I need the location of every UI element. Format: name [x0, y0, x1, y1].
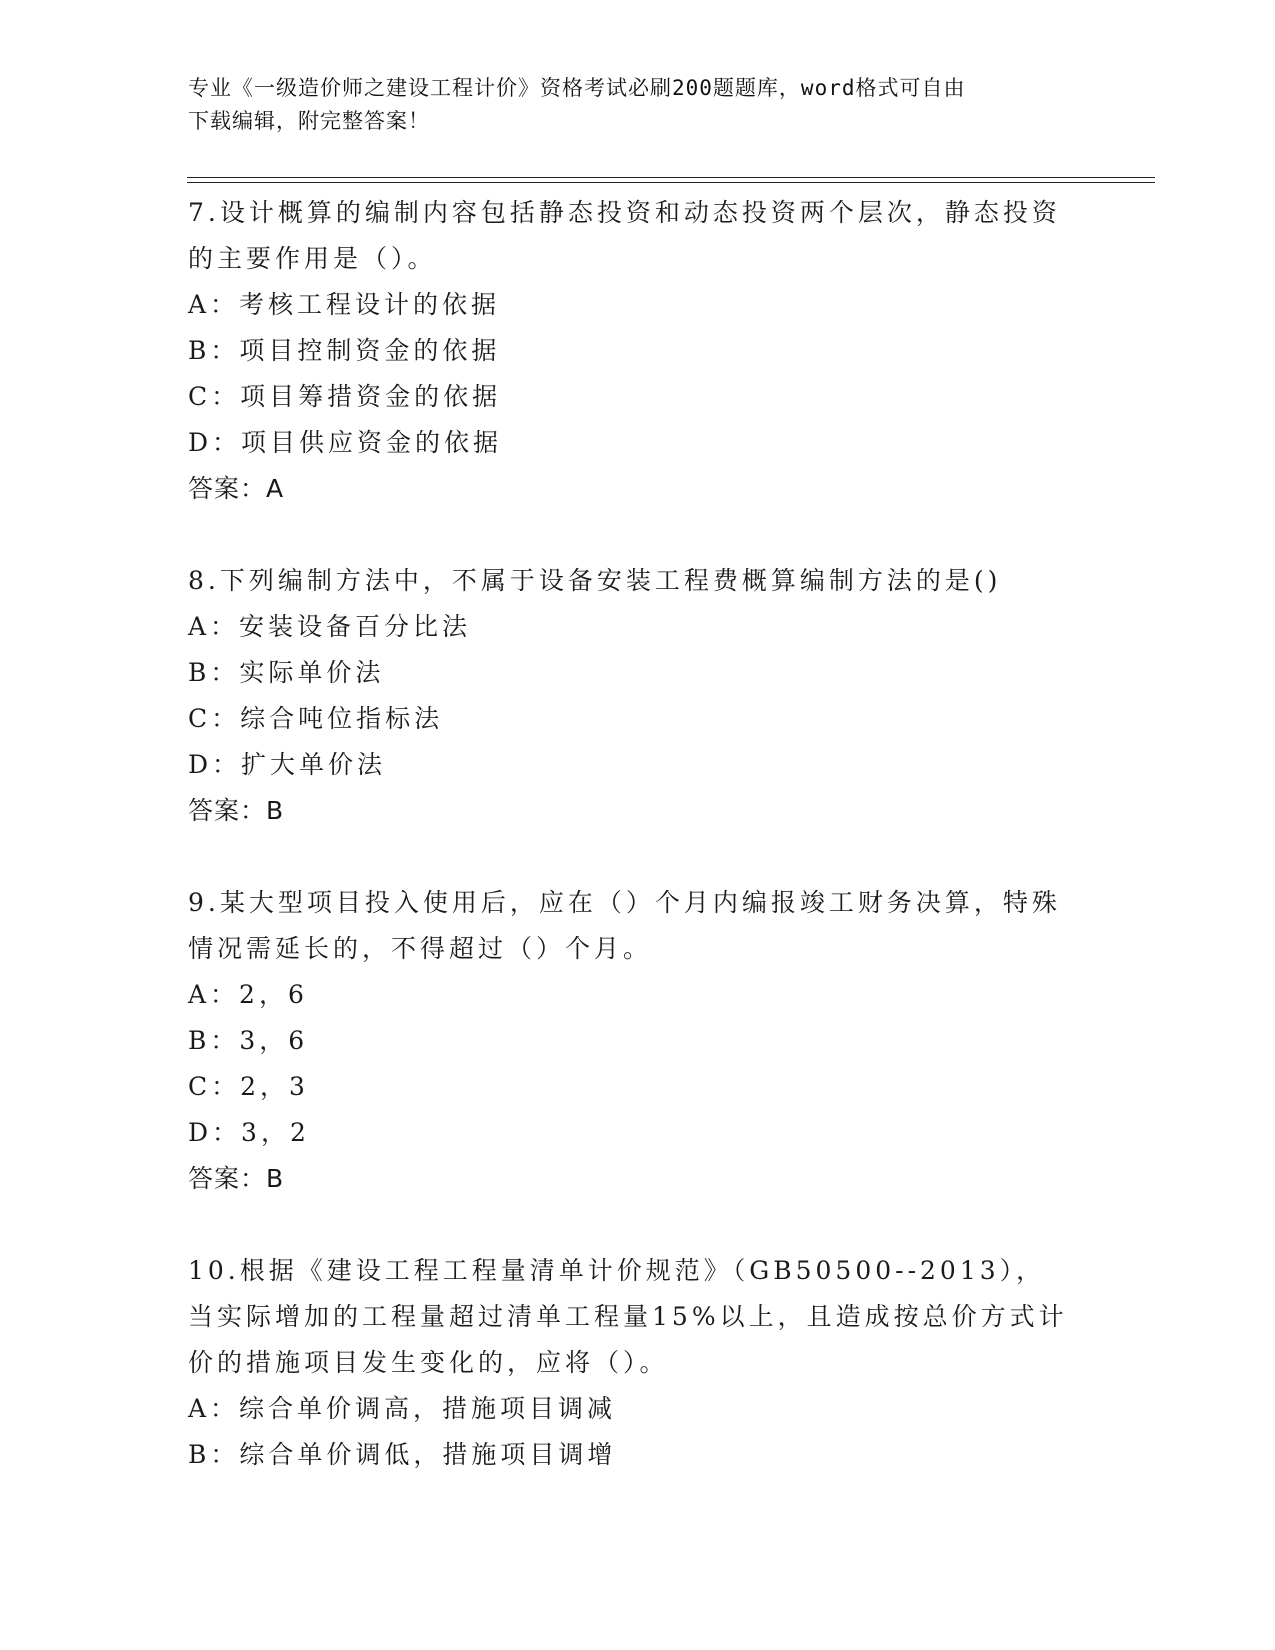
question-10	[188, 1248, 1088, 1478]
answer-label: 答案：A	[188, 474, 285, 503]
header-line-1: 专业《一级造价师之建设工程计价》资格考试必刷200题题库，word格式可自由	[188, 76, 966, 100]
option-a: A：考核工程设计的依据	[188, 290, 501, 319]
option-a: A：综合单价调高，措施项目调减	[188, 1394, 617, 1423]
question-stem: 9.某大型项目投入使用后，应在（）个月内编报竣工财务决算，特殊情况需延长的，不得超过（）个月。	[188, 888, 1061, 963]
option-b: B：3，6	[188, 1026, 309, 1055]
option-c: C：2，3	[188, 1072, 309, 1101]
question-list	[188, 190, 1088, 1524]
question-stem: 8.下列编制方法中，不属于设备安装工程费概算编制方法的是()	[188, 566, 1002, 595]
option-c: C：项目筹措资金的依据	[188, 382, 502, 411]
option-a: A：2，6	[188, 980, 308, 1009]
question-stem: 10.根据《建设工程工程量清单计价规范》（GB50500--2013），当实际增加的工程量超过清单工程量15%以上，且造成按总价方式计价的措施项目发生变化的，应将（）。	[188, 1256, 1068, 1377]
option-d: D：项目供应资金的依据	[188, 428, 503, 457]
option-c: C：综合吨位指标法	[188, 704, 444, 733]
question-8	[188, 558, 1088, 834]
option-a: A：安装设备百分比法	[188, 612, 472, 641]
answer-label: 答案：B	[188, 796, 285, 825]
question-7	[188, 190, 1088, 512]
document-header	[188, 72, 1068, 138]
option-b: B：实际单价法	[188, 658, 385, 687]
question-9	[188, 880, 1088, 1202]
option-b: B：综合单价调低，措施项目调增	[188, 1440, 617, 1469]
question-stem: 7.设计概算的编制内容包括静态投资和动态投资两个层次，静态投资的主要作用是（）。	[188, 198, 1061, 273]
header-line-2: 下载编辑，附完整答案！	[188, 109, 430, 133]
header-divider	[187, 177, 1155, 183]
option-d: D：3，2	[188, 1118, 310, 1147]
option-b: B：项目控制资金的依据	[188, 336, 501, 365]
option-d: D：扩大单价法	[188, 750, 387, 779]
answer-label: 答案：B	[188, 1164, 285, 1193]
